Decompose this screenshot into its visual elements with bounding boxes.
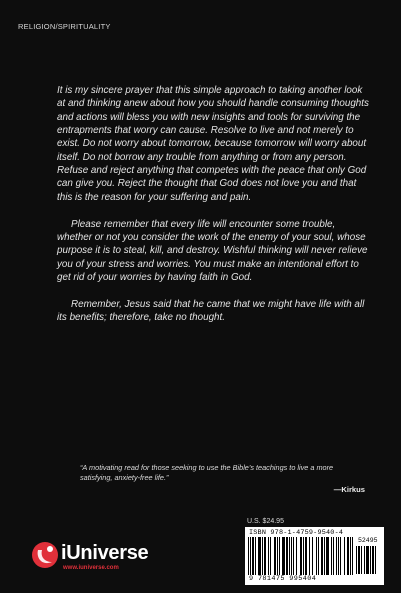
publisher-logo — [30, 540, 180, 572]
barcode-bar — [316, 537, 317, 575]
barcode-bar — [286, 537, 288, 575]
barcode-bar — [350, 537, 351, 575]
barcode-bar — [366, 546, 369, 574]
barcode-bars — [248, 537, 354, 575]
barcode-bar — [375, 546, 376, 574]
barcode-bar — [279, 537, 280, 575]
barcode-bar — [338, 537, 339, 575]
body-paragraph: Remember, Jesus said that he came that we might have life with all its benefits; therefore, take no thought. — [57, 298, 365, 324]
back-cover-text — [57, 84, 369, 325]
review-attribution: —Kirkus — [333, 485, 365, 494]
barcode-bar — [264, 537, 266, 575]
barcode-bar — [303, 537, 304, 575]
barcode-bar — [300, 537, 302, 575]
barcode-bar — [347, 537, 349, 575]
barcode-bar — [270, 537, 271, 575]
barcode-bar — [344, 537, 345, 575]
barcode-bar — [340, 537, 341, 575]
barcode — [245, 527, 384, 585]
barcode-bar — [318, 537, 319, 575]
category-label: RELIGION/SPIRITUALITY — [18, 22, 111, 31]
barcode-bar — [291, 537, 292, 575]
barcode-bar — [282, 537, 285, 575]
body-paragraph: It is my sincere prayer that this simple approach to taking another look at and thinking anew about how you should handle consuming thoughts and actions will bless you with new insights and tools for surviving the entrapments that worry can cause. Resolve to live and not merely to exist. Do not worry about tomorrow, because tomorrow will worry about itself. Do not borrow any trouble from anything or from any person. Refuse and reject anything that competes with the peace that only God can give you. Reject the thought that God does not love you and that this is the reason for your suffering and pain. — [57, 85, 369, 203]
barcode-bar — [321, 537, 323, 575]
price-label: U.S. $24.95 — [247, 518, 284, 525]
iuniverse-swirl-icon — [30, 540, 60, 570]
barcode-bar — [356, 546, 357, 574]
barcode-bar — [258, 537, 261, 575]
barcode-bar — [268, 537, 269, 575]
barcode-bar — [324, 537, 325, 575]
barcode-bar — [305, 537, 307, 575]
barcode-bar — [252, 537, 254, 575]
barcode-bar — [370, 546, 371, 574]
ean-digits: 9 781475 995404 — [249, 575, 317, 583]
supplement-bars — [356, 546, 380, 574]
barcode-bar — [331, 537, 332, 575]
barcode-bar — [262, 537, 263, 575]
barcode-bar — [309, 537, 310, 575]
barcode-bar — [255, 537, 256, 575]
barcode-bar — [361, 546, 362, 574]
review-quote: “A motivating read for those seeking to use the Bible’s teachings to live a more satisfying, anxiety-free life.” — [80, 463, 334, 482]
barcode-bar — [274, 537, 276, 575]
barcode-bar — [352, 537, 353, 575]
isbn-number: ISBN 978-1-4759-9540-4 — [249, 529, 344, 537]
barcode-supplement: 52495 — [358, 537, 378, 544]
barcode-bar — [277, 537, 278, 575]
barcode-bar — [336, 537, 337, 575]
barcode-bar — [296, 537, 297, 575]
publisher-name: iUniverse — [61, 542, 149, 564]
body-paragraph: Please remember that every life will encounter some trouble, whether or not you consider the work of the enemy of your soul, whose purpose it is to steal, kill, and destroy. Wishful thinking will never relieve you of your stress and worries. You must make an intentional effort to get rid of your worries by having faith in God. — [57, 218, 368, 283]
barcode-bar — [312, 537, 313, 575]
barcode-bar — [358, 546, 360, 574]
barcode-bar — [248, 537, 249, 575]
publisher-url: www.iuniverse.com — [63, 565, 119, 571]
barcode-bar — [372, 546, 374, 574]
barcode-bar — [364, 546, 365, 574]
barcode-bar — [326, 537, 329, 575]
barcode-bar — [250, 537, 251, 575]
barcode-bar — [293, 537, 294, 575]
barcode-bar — [289, 537, 290, 575]
barcode-bar — [333, 537, 334, 575]
